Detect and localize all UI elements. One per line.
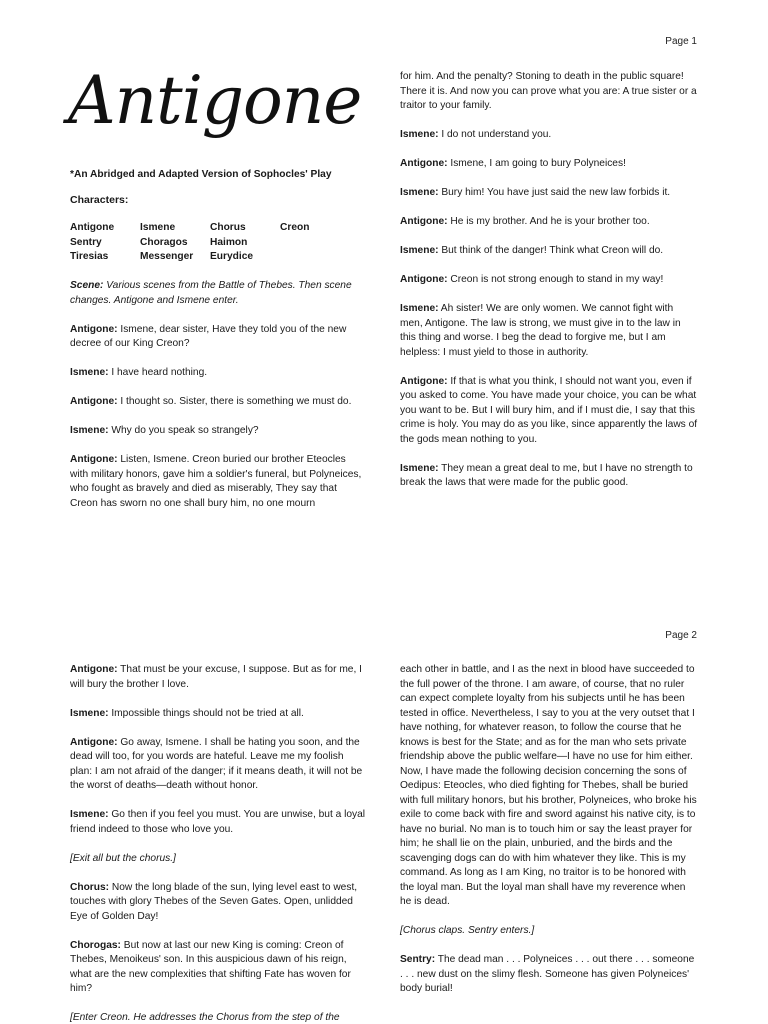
scene-label: Scene: bbox=[70, 280, 104, 291]
dialogue-list bbox=[400, 663, 698, 997]
character-name: Haimon bbox=[210, 236, 248, 248]
scene-text: Various scenes from the Battle of Thebes. Then scene changes. Antigone and Ismene enter. bbox=[70, 280, 352, 306]
dialogue-line bbox=[400, 924, 698, 939]
speaker-name: Ismene: bbox=[70, 809, 109, 820]
speaker-name: Ismene: bbox=[400, 303, 439, 314]
dialogue-text: But think of the danger! Think what Creon will do. bbox=[438, 245, 664, 256]
character-name: Chorus bbox=[210, 222, 246, 233]
dialogue-line bbox=[400, 302, 698, 360]
dialogue-text: Now the long blade of the sun, lying level east to west, touches with glory Thebes of the Seven Gates. Open, unlidded Eye of Golden Day! bbox=[70, 881, 358, 922]
dialogue-text: Impossible things should not be tried at all. bbox=[108, 707, 304, 719]
dialogue-line bbox=[70, 736, 366, 794]
dialogue-line bbox=[400, 128, 698, 143]
page-number: Page 2 bbox=[665, 630, 697, 641]
dialogue-line bbox=[400, 215, 698, 230]
dialogue-line bbox=[400, 953, 698, 997]
dialogue-text: [Enter Creon. He addresses the Chorus from the step of the bbox=[70, 1012, 340, 1023]
speaker-name: Ismene: bbox=[400, 462, 439, 474]
dialogue-line bbox=[70, 395, 366, 410]
scene-direction bbox=[70, 279, 366, 308]
character-name: Eurydice bbox=[210, 251, 254, 262]
document-title: Antigone bbox=[68, 62, 362, 139]
dialogue-text: That must be your excuse, I suppose. But as for me, I will bury the brother I love. bbox=[70, 664, 362, 690]
dialogue-text: for him. And the penalty? Stoning to death in the public square! There it is. And now you can prove what you are: A true sister or a traitor to your family. bbox=[400, 71, 697, 111]
speaker-name: Antigone: bbox=[400, 216, 448, 227]
speaker-name: Antigone: bbox=[70, 736, 118, 748]
dialogue-text: Go away, Ismene. I shall be hating you soon, and the dead will too, for you words are hateful. Leave me my foolish plan: I am not afraid of the danger; if it means death, it will not be the worst of deaths—death without honor. bbox=[70, 736, 363, 791]
dialogue-text: Ismene, I am going to bury Polyneices! bbox=[447, 158, 626, 169]
page1-right-column bbox=[400, 70, 698, 505]
dialogue-list bbox=[70, 663, 366, 1024]
character-name: Ismene bbox=[140, 222, 176, 233]
speaker-name: Antigone: bbox=[400, 158, 448, 169]
dialogue-text: [Exit all but the chorus.] bbox=[70, 852, 176, 864]
speaker-name: Antigone: bbox=[70, 664, 118, 675]
dialogue-text: each other in battle, and I as the next in blood have succeeded to the full power of the throne. I am aware, of course, that no ruler can expect complete loyalty from his subjects until he has been tested in office. Nevertheless, I say to you at the very outset that I have nothing, for whatever reason, to follow the course that he knows is best for the State; and as for the man who sets private friendship above the public welfare—I have no use for him either. Now, I have made the following decision concerning the sons of Oedipus: Eteocles, who died fighting for Thebes, shall be buried with full military honors, but his brother, Polyneices, who broke his exile to come back with fire and sword against his native city, is to have no burial. No man is to touch him or say the least prayer for him; he shall lie on the plain, unburied, and the birds and the scavenging dogs can do with him whatever they like. This is my command. As long as I am King, no traitor is to be honored with the loyal man. But the loyal man shall have my reverence when he is dead. bbox=[400, 664, 697, 907]
dialogue-text: Listen, Ismene. Creon buried our brother Eteocles with military honors, gave him a soldier's funeral, but Polyneices, who fought as bravely and died as miserably, They say that Creon has sworn no one shall bury him, no one mourn bbox=[70, 454, 362, 509]
page2-left-column bbox=[70, 663, 366, 1024]
dialogue-line bbox=[70, 707, 366, 722]
speaker-name: Antigone: bbox=[400, 375, 448, 387]
character-name: Creon bbox=[280, 222, 310, 233]
speaker-name: Ismene: bbox=[70, 707, 109, 719]
dialogue-list bbox=[70, 323, 366, 512]
dialogue-text: [Chorus claps. Sentry enters.] bbox=[400, 925, 535, 936]
dialogue-line bbox=[70, 939, 366, 997]
dialogue-text: He is my brother. And he is your brother too. bbox=[447, 216, 650, 227]
dialogue-line bbox=[400, 70, 698, 114]
character-name: Choragos bbox=[140, 236, 188, 248]
character-name: Messenger bbox=[140, 251, 194, 262]
dialogue-line bbox=[400, 157, 698, 172]
dialogue-line bbox=[400, 375, 698, 448]
page-number: Page 1 bbox=[665, 36, 697, 47]
page1-left-column bbox=[70, 279, 366, 512]
dialogue-line bbox=[400, 273, 698, 288]
dialogue-line bbox=[400, 186, 698, 201]
character-name bbox=[280, 250, 350, 265]
dialogue-text: Creon is not strong enough to stand in my way! bbox=[447, 274, 664, 285]
dialogue-text: They mean a great deal to me, but I have no strength to break the laws that were made for the public good. bbox=[400, 462, 693, 488]
character-name: Tiresias bbox=[70, 251, 109, 262]
document-subtitle: *An Abridged and Adapted Version of Sophocles' Play bbox=[70, 169, 332, 180]
dialogue-line bbox=[70, 323, 366, 352]
dialogue-text: Ah sister! We are only women. We cannot fight with men, Antigone. The law is strong, we must give in to the law in this thing and worse. I beg the dead to forgive me, but I am helpless: I must yield to those in authority. bbox=[400, 303, 681, 358]
dialogue-text: I thought so. Sister, there is something we must do. bbox=[117, 396, 352, 407]
dialogue-line bbox=[70, 663, 366, 692]
dialogue-text: Go then if you feel you must. You are unwise, but a loyal friend indeed to those who love you. bbox=[70, 809, 366, 835]
dialogue-text: If that is what you think, I should not want you, even if you asked to come. You have made your choice, you can be what you want to be. But I will bury him, and if I must die, I say that this crime is holy. You may do as you like, since apparently the laws of the gods mean nothing to you. bbox=[400, 375, 698, 445]
character-name: Sentry bbox=[70, 236, 102, 248]
speaker-name: Ismene: bbox=[400, 187, 439, 198]
dialogue-line bbox=[400, 462, 698, 491]
dialogue-text: The dead man . . . Polyneices . . . out there . . . someone . . . new dust on the slimy flesh. Someone has given Polyneices' body burial! bbox=[400, 954, 695, 994]
page-2 bbox=[0, 512, 768, 1024]
dialogue-list bbox=[400, 70, 698, 491]
speaker-name: Chorus: bbox=[70, 881, 110, 893]
page2-right-column bbox=[400, 663, 698, 1011]
speaker-name: Ismene: bbox=[400, 129, 439, 140]
character-name: Antigone bbox=[70, 222, 115, 233]
speaker-name: Ismene: bbox=[70, 425, 109, 436]
dialogue-line bbox=[70, 453, 366, 511]
dialogue-line bbox=[70, 1011, 366, 1024]
speaker-name: Antigone: bbox=[70, 323, 118, 335]
character-name bbox=[280, 236, 350, 251]
dialogue-text: I do not understand you. bbox=[438, 129, 552, 140]
dialogue-text: Why do you speak so strangely? bbox=[108, 425, 259, 436]
dialogue-text: Ismene, dear sister, Have they told you of the new decree of our King Creon? bbox=[70, 323, 347, 349]
dialogue-text: Bury him! You have just said the new law forbids it. bbox=[438, 187, 671, 198]
speaker-name: Antigone: bbox=[70, 396, 118, 407]
dialogue-line bbox=[70, 808, 366, 837]
characters-list bbox=[70, 221, 350, 265]
speaker-name: Ismene: bbox=[400, 245, 439, 256]
speaker-name: Chorogas: bbox=[70, 939, 121, 951]
speaker-name: Antigone: bbox=[70, 454, 118, 465]
dialogue-line bbox=[70, 366, 366, 381]
dialogue-line bbox=[70, 881, 366, 925]
dialogue-line bbox=[70, 424, 366, 439]
dialogue-line bbox=[400, 244, 698, 259]
characters-heading: Characters: bbox=[70, 194, 129, 206]
dialogue-text: But now at last our new King is coming: Creon of Thebes, Menoikeus' son. In this auspicious dawn of his reign, what are the new complexities that shifting Fate has woven for him? bbox=[70, 939, 351, 994]
speaker-name: Ismene: bbox=[70, 367, 109, 378]
dialogue-line bbox=[400, 663, 698, 910]
speaker-name: Antigone: bbox=[400, 274, 448, 285]
dialogue-line bbox=[70, 852, 366, 867]
speaker-name: Sentry: bbox=[400, 954, 436, 965]
dialogue-text: I have heard nothing. bbox=[108, 367, 208, 378]
